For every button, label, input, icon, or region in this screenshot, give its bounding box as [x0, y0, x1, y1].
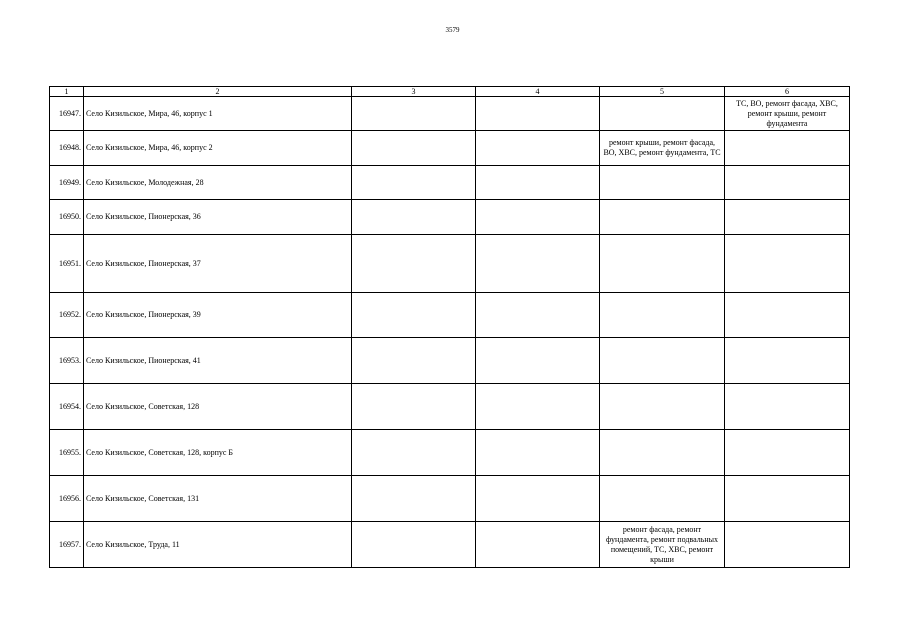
table-row [50, 131, 850, 166]
column-header-6: 6 [725, 87, 850, 97]
row-address: Село Кизильское, Советская, 131 [84, 476, 352, 522]
row-address: Село Кизильское, Пионерская, 37 [84, 235, 352, 293]
row-col5 [600, 166, 725, 200]
row-address: Село Кизильское, Мира, 46, корпус 1 [84, 97, 352, 131]
row-number: 16951. [50, 235, 84, 293]
column-header-5: 5 [600, 87, 725, 97]
row-col3 [352, 476, 476, 522]
row-col3 [352, 131, 476, 166]
row-number: 16954. [50, 384, 84, 430]
row-col6 [725, 200, 850, 235]
table-row [50, 522, 850, 568]
row-col3 [352, 430, 476, 476]
row-col3 [352, 166, 476, 200]
row-number: 16950. [50, 200, 84, 235]
row-address: Село Кизильское, Советская, 128 [84, 384, 352, 430]
row-col6 [725, 522, 850, 568]
row-col5 [600, 476, 725, 522]
header-row [50, 87, 850, 97]
row-col6 [725, 476, 850, 522]
row-number: 16948. [50, 131, 84, 166]
row-col5 [600, 200, 725, 235]
row-col4 [476, 200, 600, 235]
row-col4 [476, 430, 600, 476]
row-col3 [352, 97, 476, 131]
row-col6 [725, 384, 850, 430]
row-col4 [476, 235, 600, 293]
column-header-3: 3 [352, 87, 476, 97]
row-col6: ТС, ВО, ремонт фасада, ХВС, ремонт крыши, ремонт фундамента [725, 97, 850, 131]
row-col6 [725, 293, 850, 338]
row-col4 [476, 131, 600, 166]
row-col5 [600, 430, 725, 476]
column-header-4: 4 [476, 87, 600, 97]
row-col4 [476, 338, 600, 384]
row-col6 [725, 338, 850, 384]
row-col5 [600, 338, 725, 384]
column-header-1: 1 [50, 87, 84, 97]
register-table [49, 86, 850, 568]
row-col6 [725, 430, 850, 476]
row-address: Село Кизильское, Пионерская, 36 [84, 200, 352, 235]
row-number: 16949. [50, 166, 84, 200]
row-col4 [476, 384, 600, 430]
row-address: Село Кизильское, Советская, 128, корпус Б [84, 430, 352, 476]
row-number: 16952. [50, 293, 84, 338]
row-col5: ремонт крыши, ремонт фасада, ВО, ХВС, ремонт фундамента, ТС [600, 131, 725, 166]
table-row [50, 293, 850, 338]
table-row [50, 166, 850, 200]
row-col5 [600, 293, 725, 338]
row-address: Село Кизильское, Молодежная, 28 [84, 166, 352, 200]
column-header-2: 2 [84, 87, 352, 97]
row-number: 16947. [50, 97, 84, 131]
row-col4 [476, 97, 600, 131]
table-row [50, 200, 850, 235]
row-col4 [476, 522, 600, 568]
page-number: 3579 [445, 26, 460, 34]
row-address: Село Кизильское, Пионерская, 39 [84, 293, 352, 338]
row-number: 16957. [50, 522, 84, 568]
row-col3 [352, 293, 476, 338]
row-col6 [725, 166, 850, 200]
row-col5 [600, 384, 725, 430]
row-col3 [352, 384, 476, 430]
row-col6 [725, 235, 850, 293]
table-row [50, 384, 850, 430]
row-col5 [600, 235, 725, 293]
row-number: 16956. [50, 476, 84, 522]
table-row [50, 476, 850, 522]
row-col4 [476, 476, 600, 522]
row-col6 [725, 131, 850, 166]
row-address: Село Кизильское, Труда, 11 [84, 522, 352, 568]
row-col5 [600, 97, 725, 131]
table-row [50, 97, 850, 131]
row-col3 [352, 200, 476, 235]
table-row [50, 430, 850, 476]
row-address: Село Кизильское, Мира, 46, корпус 2 [84, 131, 352, 166]
table-row [50, 338, 850, 384]
row-number: 16955. [50, 430, 84, 476]
row-col4 [476, 293, 600, 338]
row-address: Село Кизильское, Пионерская, 41 [84, 338, 352, 384]
row-col3 [352, 338, 476, 384]
table-row [50, 235, 850, 293]
row-col3 [352, 235, 476, 293]
row-number: 16953. [50, 338, 84, 384]
row-col5: ремонт фасада, ремонт фундамента, ремонт подвальных помещений, ТС, ХВС, ремонт крыши [600, 522, 725, 568]
row-col3 [352, 522, 476, 568]
row-col4 [476, 166, 600, 200]
